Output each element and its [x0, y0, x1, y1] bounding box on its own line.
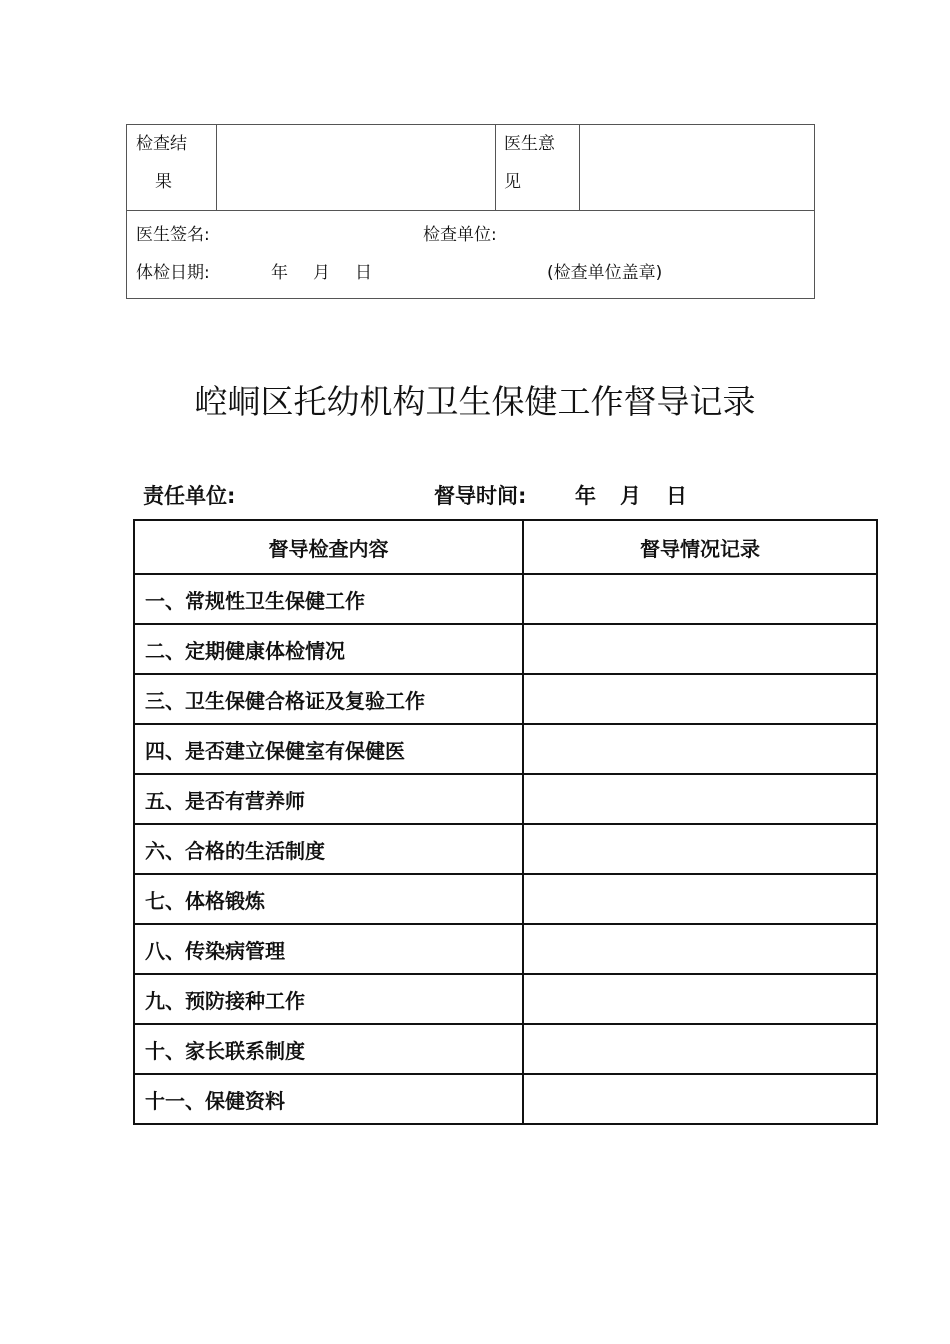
responsible-unit-label: 责任单位:	[143, 484, 236, 508]
meta-day: 日	[666, 484, 687, 508]
table-row	[134, 1024, 877, 1074]
exam-result-table	[126, 124, 815, 299]
record-cell	[523, 1024, 877, 1074]
divider	[579, 125, 580, 210]
seal-note: (检查单位盖章)	[547, 263, 663, 283]
item-label: 八、传染病管理	[134, 924, 523, 974]
doctor-signature-label: 医生签名:	[136, 225, 210, 245]
month-label: 月	[313, 263, 330, 283]
opinion-label-line1: 医生意	[504, 134, 555, 154]
divider	[216, 125, 217, 210]
table-row	[134, 874, 877, 924]
table-row	[134, 774, 877, 824]
table-row	[134, 724, 877, 774]
meta-year: 年	[575, 484, 596, 508]
divider	[495, 125, 496, 210]
opinion-label-line2: 见	[504, 172, 521, 192]
record-cell	[523, 674, 877, 724]
result-label-line2: 果	[155, 172, 172, 192]
header-record: 督导情况记录	[523, 520, 877, 574]
item-label: 五、是否有营养师	[134, 774, 523, 824]
page-title: 崆峒区托幼机构卫生保健工作督导记录	[194, 382, 756, 421]
record-cell	[523, 624, 877, 674]
table-row	[134, 824, 877, 874]
supervision-time-label: 督导时间:	[434, 484, 527, 508]
item-label: 一、常规性卫生保健工作	[134, 574, 523, 624]
table-row	[134, 1074, 877, 1124]
exam-unit-label: 检查单位:	[423, 225, 497, 245]
header-content: 督导检查内容	[134, 520, 523, 574]
item-label: 九、预防接种工作	[134, 974, 523, 1024]
record-cell	[523, 974, 877, 1024]
record-cell	[523, 924, 877, 974]
item-label: 三、卫生保健合格证及复验工作	[134, 674, 523, 724]
table-row	[134, 674, 877, 724]
exam-date-label: 体检日期:	[136, 263, 210, 283]
record-cell	[523, 1074, 877, 1124]
record-cell	[523, 774, 877, 824]
supervision-table	[133, 519, 878, 1125]
table-row	[134, 574, 877, 624]
result-label-line1: 检查结	[136, 134, 187, 154]
item-label: 六、合格的生活制度	[134, 824, 523, 874]
table-row	[134, 974, 877, 1024]
item-label: 二、定期健康体检情况	[134, 624, 523, 674]
record-cell	[523, 824, 877, 874]
table-header-row	[134, 520, 877, 574]
exam-result-row	[127, 125, 814, 211]
record-cell	[523, 874, 877, 924]
item-label: 十一、保健资料	[134, 1074, 523, 1124]
item-label: 七、体格锻炼	[134, 874, 523, 924]
day-label: 日	[355, 263, 372, 283]
record-cell	[523, 574, 877, 624]
table-row	[134, 624, 877, 674]
item-label: 十、家长联系制度	[134, 1024, 523, 1074]
item-label: 四、是否建立保健室有保健医	[134, 724, 523, 774]
record-cell	[523, 724, 877, 774]
year-label: 年	[271, 263, 288, 283]
table-row	[134, 924, 877, 974]
meta-month: 月	[620, 484, 641, 508]
